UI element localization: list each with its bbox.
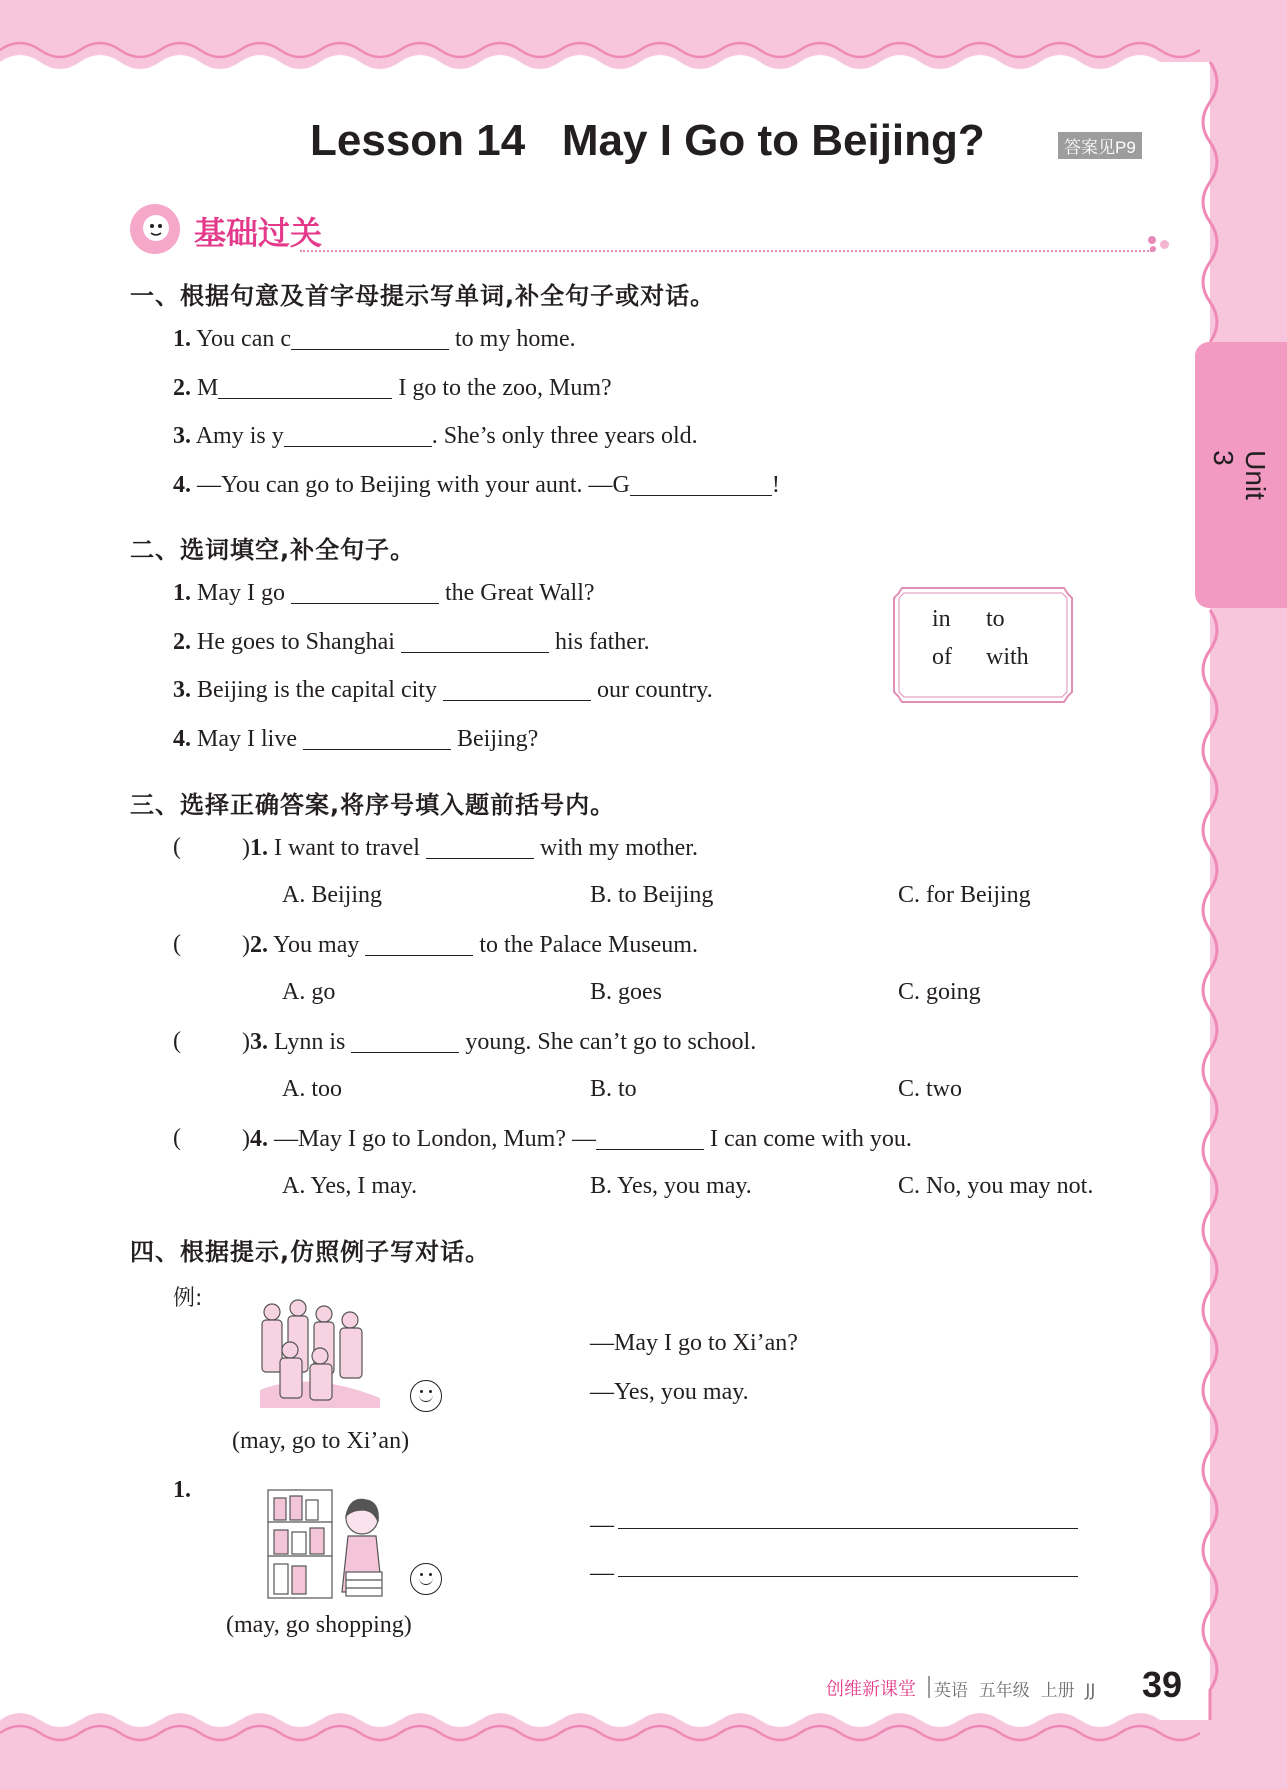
option-b[interactable]: B. Yes, you may. xyxy=(590,1173,752,1199)
part1-heading: 一、根据句意及首字母提示写单词,补全句子或对话。 xyxy=(130,282,716,310)
answer-blank[interactable] xyxy=(596,1125,704,1150)
answer-blank[interactable] xyxy=(443,676,591,701)
option-a[interactable]: A. Beijing xyxy=(282,882,382,908)
unit-tab[interactable] xyxy=(1195,342,1287,608)
paren-open: ( xyxy=(173,1028,181,1054)
option-c[interactable]: C. two xyxy=(898,1076,963,1102)
part2-heading: 二、选词填空,补全句子。 xyxy=(130,536,416,564)
part3-item-4: )4. —May I go to London, Mum? — I can come with you. xyxy=(242,1126,912,1152)
shopping-girl-illustration xyxy=(262,1482,402,1608)
part2-item-2: 2. He goes to Shanghai his father. xyxy=(173,629,650,655)
answer-blank[interactable] xyxy=(630,471,772,496)
part4-item-1-num: 1. xyxy=(173,1477,191,1503)
example-answer: —Yes, you may. xyxy=(590,1379,749,1405)
answer-blank[interactable] xyxy=(291,325,449,350)
option-c[interactable]: C. No, you may not. xyxy=(898,1173,1094,1199)
part3-item-3: )3. Lynn is young. She can’t go to school. xyxy=(242,1029,757,1055)
example-caption: (may, go to Xi’an) xyxy=(232,1428,410,1454)
paren-close: ) xyxy=(242,835,250,861)
paren-close: ) xyxy=(242,1029,250,1055)
dialogue-dash-1: — xyxy=(590,1512,614,1538)
page-title: Lesson 14 May I Go to Beijing? xyxy=(310,116,985,165)
unit-tab-label: Unit 3 xyxy=(1208,450,1271,500)
banner-dots-icon xyxy=(1148,236,1156,244)
answer-tag: 答案见P9 xyxy=(1058,132,1142,159)
option-b[interactable]: B. to Beijing xyxy=(590,882,714,908)
part1-item-1: 1. You can c to my home. xyxy=(173,326,576,352)
dialogue-answer-line-2[interactable] xyxy=(618,1576,1078,1577)
banner-dot xyxy=(1160,240,1169,249)
word-box-with: with xyxy=(986,644,1029,670)
paren-close: ) xyxy=(242,1126,250,1152)
paren-open: ( xyxy=(173,834,181,860)
paren-close: ) xyxy=(242,932,250,958)
word-box-of: of xyxy=(932,644,952,670)
footer-brand: 创维新课堂 xyxy=(826,1679,916,1700)
answer-blank[interactable] xyxy=(218,374,392,399)
smiley-icon xyxy=(410,1380,442,1412)
footer-info: 英语 五年级 上册 JJ xyxy=(934,1681,1096,1701)
part2-item-1: 1. May I go the Great Wall? xyxy=(173,580,595,606)
dialogue-dash-2: — xyxy=(590,1560,614,1586)
part1-item-3: 3. Amy is y . She’s only three years old. xyxy=(173,423,698,449)
banner-mascot-icon xyxy=(130,204,180,254)
banner-dot xyxy=(1150,246,1156,252)
answer-blank[interactable] xyxy=(426,834,534,859)
option-a[interactable]: A. go xyxy=(282,979,336,1005)
example-question: —May I go to Xi’an? xyxy=(590,1330,798,1356)
part4-heading: 四、根据提示,仿照例子写对话。 xyxy=(130,1238,491,1266)
part2-item-4: 4. May I live Beijing? xyxy=(173,726,539,752)
example-label: 例: xyxy=(173,1286,203,1311)
word-box-frame xyxy=(890,584,1076,706)
part2-item-3: 3. Beijing is the capital city our country. xyxy=(173,677,713,703)
answer-blank[interactable] xyxy=(351,1028,459,1053)
answer-blank[interactable] xyxy=(303,725,451,750)
part3-item-1: )1. I want to travel with my mother. xyxy=(242,835,698,861)
part1-item-2: 2. M I go to the zoo, Mum? xyxy=(173,375,612,401)
word-box-in: in xyxy=(932,606,951,632)
part3-item-2: )2. You may to the Palace Museum. xyxy=(242,932,698,958)
page-number: 39 xyxy=(1142,1664,1183,1705)
option-c[interactable]: C. for Beijing xyxy=(898,882,1031,908)
option-b[interactable]: B. to xyxy=(590,1076,637,1102)
smiley-icon xyxy=(410,1563,442,1595)
terracotta-warriors-illustration xyxy=(250,1290,390,1412)
section-banner: 基础过关 xyxy=(194,214,323,252)
answer-blank[interactable] xyxy=(284,422,432,447)
part3-heading: 三、选择正确答案,将序号填入题前括号内。 xyxy=(130,791,616,819)
paren-open: ( xyxy=(173,1125,181,1151)
item1-caption: (may, go shopping) xyxy=(226,1612,412,1638)
paren-open: ( xyxy=(173,931,181,957)
dialogue-answer-line-1[interactable] xyxy=(618,1528,1078,1529)
answer-blank[interactable] xyxy=(365,931,473,956)
part1-item-4: 4. —You can go to Beijing with your aunt. —G ! xyxy=(173,472,780,498)
footer-divider xyxy=(928,1676,930,1698)
option-b[interactable]: B. goes xyxy=(590,979,662,1005)
answer-blank[interactable] xyxy=(401,628,549,653)
option-a[interactable]: A. too xyxy=(282,1076,342,1102)
option-c[interactable]: C. going xyxy=(898,979,981,1005)
answer-blank[interactable] xyxy=(291,579,439,604)
word-box-to: to xyxy=(986,606,1005,632)
option-a[interactable]: A. Yes, I may. xyxy=(282,1173,418,1199)
banner-dotted-line xyxy=(300,250,1152,252)
